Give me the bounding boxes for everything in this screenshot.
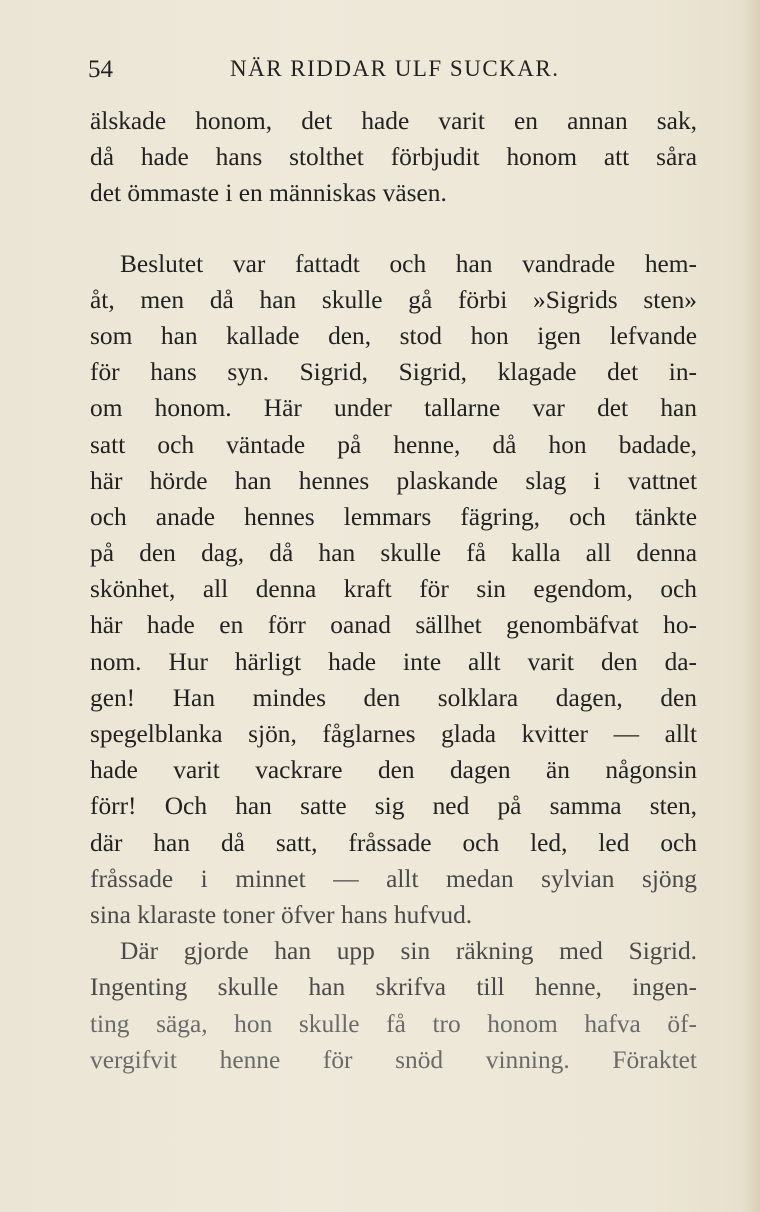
running-title: NÄR RIDDAR ULF SUCKAR. xyxy=(230,56,560,81)
text-line: Beslutet var fattadt och han vandrade hem- xyxy=(120,249,697,278)
text-line: älskade honom, det hade varit en annan sak, xyxy=(90,107,697,135)
text-line: fråssade i minnet — allt medan sylvian sjöng xyxy=(90,864,697,893)
text-line: spegelblanka sjön, fåglarnes glada kvitter — allt xyxy=(90,720,697,748)
text-line: vergifvit henne för snöd vinning. Föraktet xyxy=(90,1045,697,1074)
text-line: gen! Han mindes den solklara dagen, den xyxy=(90,683,697,712)
text-line: sina klaraste toner öfver hans hufvud. xyxy=(90,900,473,929)
text-line: om honom. Här under tallarne var det han xyxy=(90,394,697,423)
paragraph-gap xyxy=(90,212,697,246)
page-edge-shadow xyxy=(742,0,760,1212)
text-line: där han då satt, fråssade och led, led och xyxy=(90,828,697,857)
page-number: 54 xyxy=(88,56,113,83)
text-line: och anade hennes lemmars fägring, och tänkte xyxy=(90,502,697,531)
text-line: som han kallade den, stod hon igen lefvande xyxy=(90,321,697,350)
text-line: Ingenting skulle han skrifva till henne, ingen- xyxy=(90,973,697,1002)
text-line: Där gjorde han upp sin räkning med Sigrid. xyxy=(120,937,697,966)
text-line: det ömmaste i en människas väsen. xyxy=(90,179,447,208)
text-line: satt och väntade på henne, då hon badade, xyxy=(90,430,697,459)
text-line: ting säga, hon skulle få tro honom hafva öf- xyxy=(90,1009,697,1038)
text-line: förr! Och han satte sig ned på samma sten, xyxy=(90,792,697,821)
text-line: hade varit vackrare den dagen än någonsin xyxy=(90,756,697,785)
text-line: skönhet, all denna kraft för sin egendom, och xyxy=(90,575,697,604)
text-line: här hade en förr oanad sällhet genombäfvat ho- xyxy=(90,611,697,640)
page-header xyxy=(88,56,698,90)
text-line: här hörde han hennes plaskande slag i vattnet xyxy=(90,466,697,495)
text-line: åt, men då han skulle gå förbi »Sigrids sten» xyxy=(90,285,697,314)
text-line: då hade hans stolthet förbjudit honom att såra xyxy=(90,143,697,172)
text-line: nom. Hur härligt hade inte allt varit den da- xyxy=(90,647,697,676)
text-line: för hans syn. Sigrid, Sigrid, klagade det in- xyxy=(90,358,697,387)
body-text xyxy=(90,103,697,1078)
text-line: på den dag, då han skulle få kalla all denna xyxy=(90,539,697,568)
